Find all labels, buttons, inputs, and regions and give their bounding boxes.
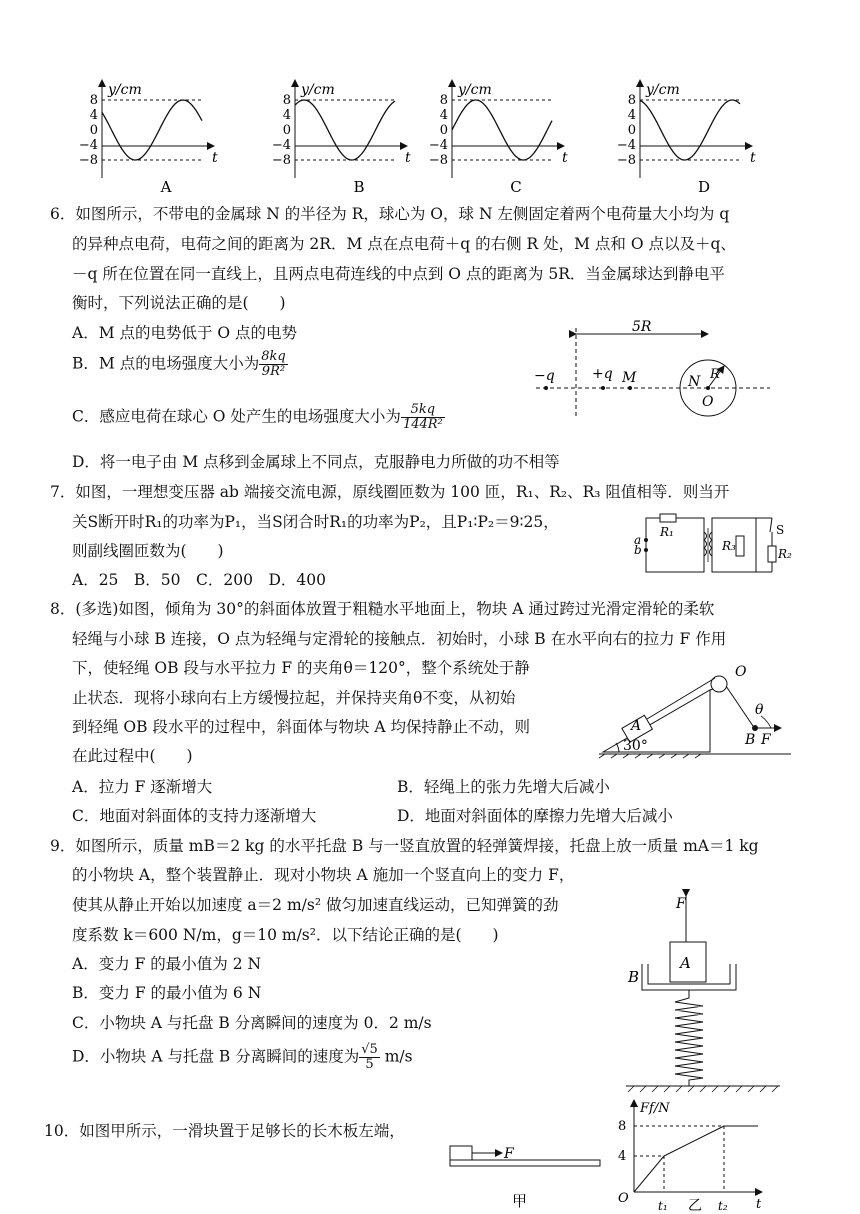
q9-option-d-unit: m/s bbox=[379, 1047, 413, 1066]
q8-fig-o: O bbox=[735, 664, 747, 680]
q7-fig-r3: R₃ bbox=[722, 539, 736, 553]
tick-label: 4 bbox=[282, 108, 291, 123]
q6-line-3: －q 所在位置在同一直线上，且两点电荷连线的中点到 O 点的距离为 5R．当金属球达到静电平 bbox=[72, 265, 725, 283]
q10-yi-y8: 8 bbox=[618, 1119, 627, 1134]
tick-label: −8 bbox=[78, 153, 98, 168]
tick-label: 4 bbox=[627, 108, 636, 123]
q8-line-5: 到轻绳 OB 段水平的过程中，斜面体与物块 A 均保持静止不动，则 bbox=[72, 718, 531, 736]
t-axis-label: t bbox=[750, 150, 756, 166]
q9-option-a: A．变力 F 的最小值为 2 N bbox=[72, 955, 262, 973]
q9-d-numerator: √5 bbox=[361, 1042, 378, 1057]
q6-option-c bbox=[72, 403, 445, 432]
q9-option-b: B．变力 F 的最小值为 6 N bbox=[72, 984, 262, 1002]
graph-options-row bbox=[0, 74, 860, 196]
q6-line-2: 的异种点电荷，电荷之间的距离为 2R．M 点在点电荷＋q 的右侧 R 处，M 点和 O 点以及＋q、 bbox=[72, 235, 736, 253]
option-graph-a bbox=[79, 80, 218, 196]
q9-fig-b: B bbox=[628, 968, 640, 986]
q7-fig-r1: R₁ bbox=[660, 525, 674, 539]
option-graph-c bbox=[429, 80, 568, 196]
q7-circuit-figure bbox=[634, 512, 792, 578]
y-axis-label: y/cm bbox=[458, 82, 492, 98]
q9-spring-figure bbox=[620, 890, 790, 1096]
q6-option-c-text: C．感应电荷在球心 O 处产生的电场强度大小为 bbox=[72, 407, 401, 426]
option-graph-b bbox=[272, 80, 411, 196]
q6-fig-pos-q: +q bbox=[592, 366, 613, 382]
q10-jia-caption: 甲 bbox=[512, 1192, 528, 1210]
q6-b-numerator: 8kq bbox=[261, 349, 286, 364]
q6-option-b bbox=[72, 350, 288, 379]
option-letter: A bbox=[160, 178, 172, 196]
waveform-curve bbox=[452, 100, 552, 160]
tick-label: 4 bbox=[89, 108, 98, 123]
q6-fig-o: O bbox=[702, 394, 714, 410]
q9-option-c: C．小物块 A 与托盘 B 分离瞬间的速度为 0．2 m/s bbox=[72, 1014, 432, 1032]
tick-label: 8 bbox=[282, 93, 291, 108]
q7-line-1: 7．如图，一理想变压器 ab 端接交流电源，原线圈匝数为 100 匝，R₁、R₂、R₃ 阻值相等．则当开 bbox=[50, 483, 730, 501]
q10-jia-f: F bbox=[504, 1146, 514, 1162]
q10-yi-caption: 乙 bbox=[688, 1198, 702, 1214]
q10-figure-jia bbox=[440, 1138, 610, 1214]
tick-label: −8 bbox=[271, 153, 291, 168]
q10-yi-origin: O bbox=[618, 1191, 629, 1206]
option-graph-d bbox=[617, 80, 756, 196]
tick-label: 8 bbox=[89, 93, 98, 108]
y-axis-label: y/cm bbox=[108, 82, 142, 98]
q6-fig-5r: 5R bbox=[632, 319, 652, 335]
tick-label: −4 bbox=[616, 138, 636, 153]
q8-option-b: B．轻绳上的张力先增大后减小 bbox=[397, 778, 610, 796]
q8-line-2: 轻绳与小球 B 连接，O 点为轻绳与定滑轮的接触点．初始时，小球 B 在水平向右的拉力 F 作用 bbox=[72, 630, 727, 648]
y-axis-label: y/cm bbox=[301, 82, 335, 98]
q8-option-d: D．地面对斜面体的摩擦力先增大后减小 bbox=[397, 807, 673, 825]
t-axis-label: t bbox=[405, 150, 411, 166]
q6-option-d: D．将一电子由 M 点移到金属球上不同点，克服静电力所做的功不相等 bbox=[72, 453, 560, 471]
q6-option-c-fraction bbox=[401, 403, 445, 432]
q10-yi-y4: 4 bbox=[618, 1149, 627, 1164]
q9-option-d bbox=[72, 1043, 413, 1072]
q9-line-4: 度系数 k＝600 N/m，g＝10 m/s²．以下结论正确的是( ) bbox=[72, 926, 499, 944]
q8-line-4: 止状态．现将小球向右上方缓慢拉起，并保持夹角θ不变，从初始 bbox=[72, 689, 516, 707]
q6-fig-r: R bbox=[710, 367, 720, 382]
q9-option-d-text: D．小物块 A 与托盘 B 分离瞬间的速度为 bbox=[72, 1047, 360, 1066]
q6-option-a: A．M 点的电势低于 O 点的电势 bbox=[72, 324, 298, 342]
q7-line-3: 则副线圈匝数为( ) bbox=[72, 542, 224, 560]
tick-label: −4 bbox=[78, 138, 98, 153]
waveform-curve bbox=[102, 100, 202, 160]
q6-figure bbox=[530, 320, 780, 420]
q8-option-c: C．地面对斜面体的支持力逐渐增大 bbox=[72, 807, 317, 825]
option-letter: C bbox=[510, 178, 522, 196]
q6-fig-m: M bbox=[622, 370, 637, 386]
q8-line-1: 8．(多选)如图，倾角为 30°的斜面体放置于粗糙水平地面上，物块 A 通过跨过光滑定滑轮的柔软 bbox=[50, 600, 715, 618]
q9-fig-a: A bbox=[680, 954, 691, 972]
q6-fig-n: N bbox=[688, 374, 701, 390]
q8-line-3: 下，使轻绳 OB 段与水平拉力 F 的夹角θ＝120°，整个系统处于静 bbox=[72, 659, 530, 677]
q9-line-2: 的小物块 A，整个装置静止．现对小物块 A 施加一个竖直向上的变力 F， bbox=[72, 866, 575, 884]
tick-label: 0 bbox=[89, 123, 98, 138]
y-axis-label: y/cm bbox=[646, 82, 680, 98]
tick-label: 4 bbox=[439, 108, 448, 123]
tick-label: 0 bbox=[282, 123, 291, 138]
tick-label: −8 bbox=[428, 153, 448, 168]
q8-fig-f: F bbox=[761, 732, 771, 748]
q8-fig-angle: 30° bbox=[623, 738, 648, 754]
q9-line-1: 9．如图所示，质量 mB＝2 kg 的水平托盘 B 与一竖直放置的轻弹簧焊接，托盘上放一质量 mA＝1 kg bbox=[50, 837, 759, 855]
q10-line-1: 10．如图甲所示，一滑块置于足够长的长木板左端， bbox=[44, 1122, 405, 1140]
q7-options: A．25 B．50 C．200 D．400 bbox=[72, 571, 326, 589]
q7-fig-r2: R₂ bbox=[778, 547, 792, 561]
q7-fig-s: S bbox=[776, 523, 785, 537]
tick-label: −4 bbox=[428, 138, 448, 153]
q7-fig-a: a bbox=[634, 533, 642, 547]
q8-fig-b: B bbox=[745, 732, 756, 748]
q7-fig-b: b bbox=[634, 543, 642, 557]
waveform-curve bbox=[640, 100, 740, 160]
q6-c-numerator: 5kq bbox=[401, 403, 445, 418]
q7-line-2: 关S断开时R₁的功率为P₁，当S闭合时R₁的功率为P₂，且P₁∶P₂＝9∶25， bbox=[72, 513, 559, 531]
q10-yi-t1: t₁ bbox=[658, 1199, 668, 1213]
tick-label: 0 bbox=[439, 123, 448, 138]
q6-option-b-fraction bbox=[259, 350, 287, 379]
tick-label: −8 bbox=[616, 153, 636, 168]
tick-label: −4 bbox=[271, 138, 291, 153]
q6-line-1: 6．如图所示，不带电的金属球 N 的半径为 R，球心为 O，球 N 左侧固定着两个电荷量大小均为 q bbox=[50, 205, 730, 223]
waveform-curve bbox=[295, 100, 395, 160]
tick-label: 0 bbox=[627, 123, 636, 138]
q6-fig-neg-q: −q bbox=[534, 368, 555, 384]
q9-line-3: 使其从静止开始以加速度 a＝2 m/s² 做匀加速直线运动，已知弹簧的劲 bbox=[72, 896, 559, 914]
q8-fig-theta: θ bbox=[755, 702, 764, 718]
q10-yi-t2: t₂ bbox=[718, 1199, 728, 1213]
q9-d-denominator: 5 bbox=[365, 1057, 374, 1072]
q9-option-d-fraction bbox=[359, 1043, 380, 1072]
tick-label: 8 bbox=[439, 93, 448, 108]
q6-line-4: 衡时，下列说法正确的是( ) bbox=[72, 294, 286, 312]
q8-incline-figure bbox=[595, 664, 795, 758]
q9-fig-f: F bbox=[676, 896, 686, 912]
q8-fig-a: A bbox=[631, 718, 642, 734]
q6-option-b-text: B．M 点的电场强度大小为 bbox=[72, 354, 260, 373]
q10-yi-t: t bbox=[756, 1197, 762, 1212]
q10-yi-ylabel: Ff/N bbox=[640, 1101, 670, 1116]
q6-c-denominator: 144R² bbox=[402, 417, 443, 432]
option-letter: B bbox=[353, 178, 365, 196]
q8-option-a: A．拉力 F 逐渐增大 bbox=[72, 778, 213, 796]
t-axis-label: t bbox=[562, 150, 568, 166]
tick-label: 8 bbox=[627, 93, 636, 108]
q6-b-denominator: 9R² bbox=[261, 364, 286, 379]
option-letter: D bbox=[697, 178, 711, 196]
q8-line-6: 在此过程中( ) bbox=[72, 747, 193, 765]
q10-figure-yi bbox=[608, 1096, 778, 1214]
t-axis-label: t bbox=[212, 150, 218, 166]
